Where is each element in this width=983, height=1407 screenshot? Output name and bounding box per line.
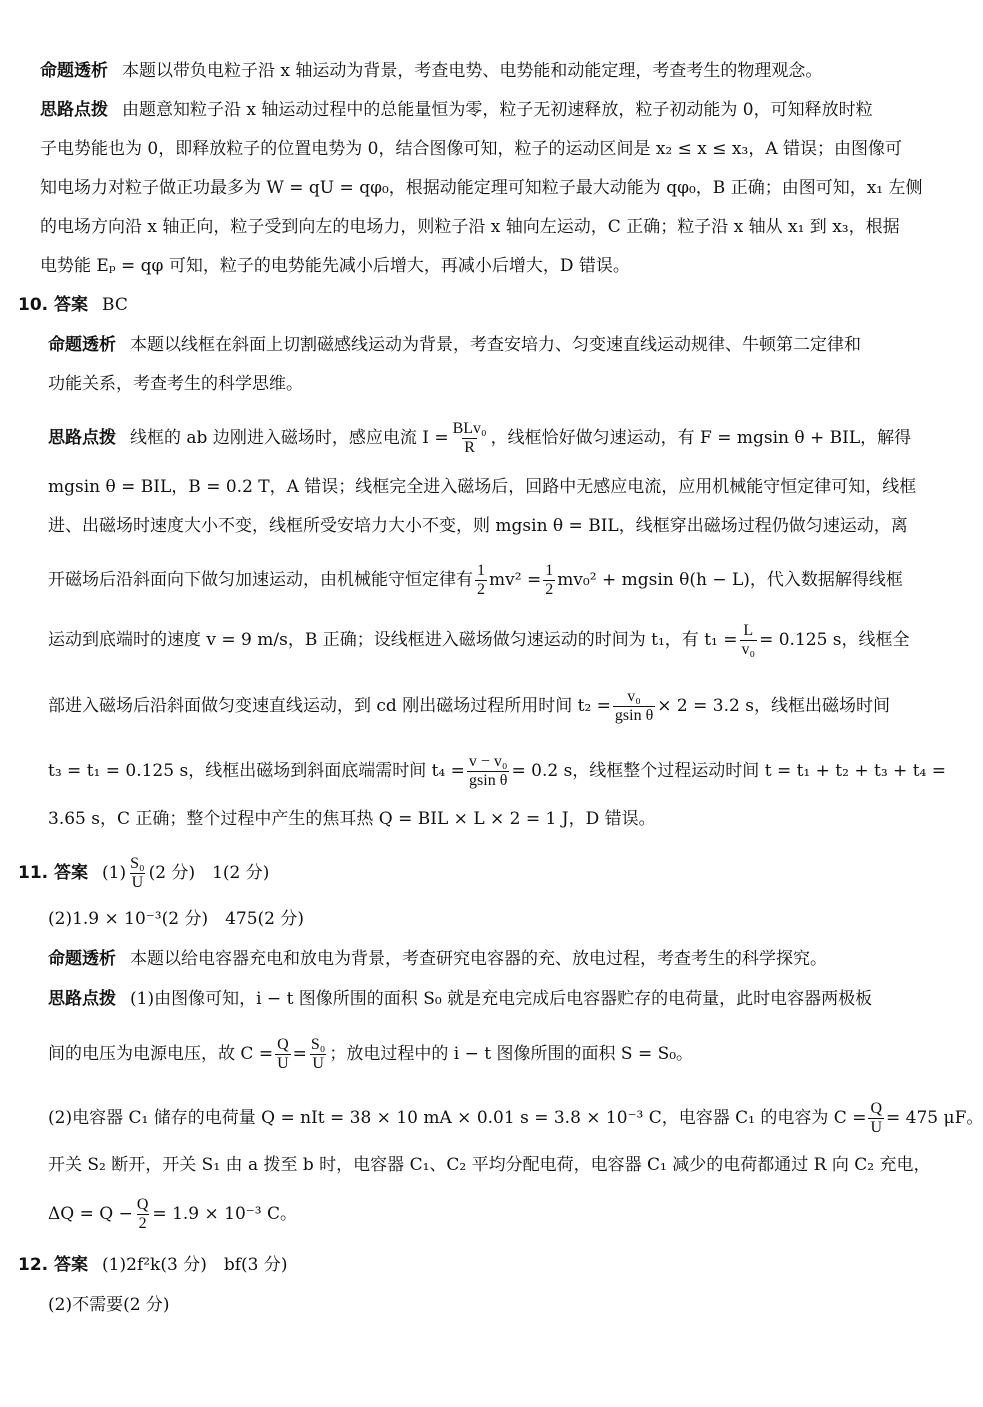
fraction-den: U bbox=[870, 1119, 883, 1136]
fraction-num: v − v₀ bbox=[468, 753, 508, 770]
q11-answer-line2: (2)1.9 × 10⁻³(2 分) 475(2 分) bbox=[48, 909, 305, 929]
q10-silu-text-a1: 线框的 ab 边刚进入磁场时，感应电流 I = bbox=[130, 428, 449, 448]
q11-text-c2: = 475 μF。 bbox=[886, 1108, 983, 1128]
q10-silu-line3: 进、出磁场时速度大小不变，线框所受安培力大小不变，则 mgsin θ = BIL，线框穿出磁场过程仍做匀速运动，离 bbox=[48, 516, 908, 536]
q12-answer-line bbox=[18, 1252, 288, 1278]
fraction-num: Q bbox=[277, 1036, 289, 1053]
q11-mingti-text: 本题以给电容器充电和放电为背景，考查研究电容器的充、放电过程，考查考生的科学探究。 bbox=[130, 949, 827, 969]
fraction-num: L bbox=[743, 622, 754, 639]
q10-text-g1: t₃ = t₁ = 0.125 s，线框出磁场到斜面底端需时间 t₄ = bbox=[48, 761, 465, 781]
q10-text-d2: mv² = bbox=[489, 570, 542, 590]
q11-answer-part2: (2 分) 1(2 分) bbox=[148, 863, 270, 883]
heading-mingti: 命题透析 bbox=[48, 949, 116, 969]
q9-silu-line3: 知电场力对粒子做正功最多为 W = qU = qφ₀，根据动能定理可知粒子最大动能为 qφ₀，B 正确；由图可知，x₁ 左侧 bbox=[40, 178, 923, 198]
q11-text-e2: = 1.9 × 10⁻³ C。 bbox=[152, 1204, 297, 1224]
fraction-den: 2 bbox=[138, 1215, 147, 1232]
q10-answer-label: 10. 答案 bbox=[18, 295, 89, 315]
q9-silu-line2: 子电势能也为 0，即释放粒子的位置电势为 0，结合图像可知，粒子的运动区间是 x₂ ≤ x ≤ x₃，A 错误；由图像可 bbox=[40, 139, 903, 159]
q10-silu-line4 bbox=[48, 562, 903, 599]
q10-silu-text-a2: ，线框恰好做匀速运动，有 F = mgsin θ + BIL，解得 bbox=[490, 428, 912, 448]
fraction-num: 1 bbox=[477, 562, 485, 579]
heading-silu: 思路点拨 bbox=[40, 100, 108, 120]
fraction-den: 2 bbox=[545, 581, 554, 598]
heading-mingti: 命题透析 bbox=[48, 335, 116, 355]
q11-silu-text-a: (1)由图像可知，i − t 图像所围的面积 S₀ 就是充电完成后电容器贮存的电荷量，此时电容器两极板 bbox=[130, 989, 873, 1009]
q12-answer-value: (1)2f²k(3 分) bf(3 分) bbox=[102, 1255, 288, 1275]
fraction-den: v₀ bbox=[741, 641, 756, 658]
fraction-den: gsin θ bbox=[469, 772, 508, 789]
fraction-num: S₀ bbox=[130, 855, 145, 872]
fraction-l-v0 bbox=[740, 622, 758, 659]
fraction-den: U bbox=[277, 1055, 289, 1072]
fraction-s0-u bbox=[128, 855, 146, 892]
q9-analysis-line bbox=[40, 58, 822, 84]
q10-mingti-line1 bbox=[48, 332, 861, 358]
q11-text-b1: 间的电压为电源电压，故 C = bbox=[48, 1044, 274, 1064]
q11-text-e1: ΔQ = Q − bbox=[48, 1204, 133, 1224]
fraction-q-u bbox=[275, 1036, 291, 1073]
q12-answer-label: 12. 答案 bbox=[18, 1255, 89, 1275]
fraction-num: Q bbox=[136, 1196, 149, 1213]
q11-text-c1: (2)电容器 C₁ 储存的电荷量 Q = nIt = 38 × 10 mA × 0.01 s = 3.8 × 10⁻³ C，电容器 C₁ 的电容为 C = bbox=[48, 1108, 867, 1128]
q11-answer-line bbox=[18, 855, 269, 892]
q10-answer-value: BC bbox=[102, 295, 128, 315]
fraction-q-u-2 bbox=[868, 1100, 884, 1137]
q9-silu-line5: 电势能 Eₚ = qφ 可知，粒子的电势能先减小后增大，再减小后增大，D 错误。 bbox=[40, 256, 630, 276]
q11-silu-line2 bbox=[48, 1036, 693, 1073]
fraction-den: U bbox=[312, 1055, 324, 1072]
fraction-den: U bbox=[131, 874, 144, 891]
q11-mingti-line bbox=[48, 946, 827, 972]
q9-silu-line4: 的电场方向沿 x 轴正向，粒子受到向左的电场力，则粒子沿 x 轴向左运动，C 正确；粒子沿 x 轴从 x₁ 到 x₃，根据 bbox=[40, 217, 900, 237]
heading-mingti: 命题透析 bbox=[40, 61, 108, 81]
q10-answer-line bbox=[18, 292, 128, 318]
q11-silu-line5 bbox=[48, 1196, 297, 1233]
fraction-v-v0-gsin bbox=[467, 753, 510, 790]
q10-text-g2: = 0.2 s，线框整个过程运动时间 t = t₁ + t₂ + t₃ + t₄ = bbox=[511, 761, 946, 781]
q11-text-b3: ；放电过程中的 i − t 图像所围的面积 S = S₀。 bbox=[329, 1044, 694, 1064]
q10-text-d3: mv₀² + mgsin θ(h − L)，代入数据解得线框 bbox=[557, 570, 903, 590]
heading-silu: 思路点拨 bbox=[48, 989, 116, 1009]
q10-silu-line6 bbox=[48, 688, 890, 725]
q11-silu-line4: 开关 S₂ 断开，开关 S₁ 由 a 拨至 b 时，电容器 C₁、C₂ 平均分配电荷，电容器 C₁ 减少的电荷都通过 R 向 C₂ 充电， bbox=[48, 1155, 931, 1175]
q10-text-e1: 运动到底端时的速度 v = 9 m/s，B 正确；设线框进入磁场做匀速运动的时间为 t₁，有 t₁ = bbox=[48, 630, 738, 650]
q10-text-f1: 部进入磁场后沿斜面做匀变速直线运动，到 cd 刚出磁场过程所用时间 t₂ = bbox=[48, 696, 611, 716]
q11-answer-part1: (1) bbox=[102, 863, 127, 883]
fraction-num: S₀ bbox=[310, 1036, 326, 1053]
q10-text-e2: = 0.125 s，线框全 bbox=[759, 630, 910, 650]
q10-silu-line1 bbox=[48, 420, 911, 457]
fraction-blv-r bbox=[451, 420, 489, 457]
q10-mingti-line2: 功能关系，考查考生的科学思维。 bbox=[48, 374, 303, 394]
fraction-den: 2 bbox=[477, 581, 485, 598]
fraction-half bbox=[475, 562, 487, 599]
q9-silu-line1 bbox=[40, 97, 873, 123]
q11-answer-label: 11. 答案 bbox=[18, 863, 89, 883]
q10-text-d1: 开磁场后沿斜面向下做匀加速运动，由机械能守恒定律有 bbox=[48, 570, 473, 590]
q10-silu-line8: 3.65 s，C 正确；整个过程中产生的焦耳热 Q = BIL × L × 2 = 1 J，D 错误。 bbox=[48, 809, 656, 829]
fraction-num: Q bbox=[870, 1100, 883, 1117]
fraction-num: v₀ bbox=[627, 688, 641, 705]
q11-silu-line1 bbox=[48, 986, 872, 1012]
fraction-s0-u-2 bbox=[309, 1036, 327, 1073]
q11-text-b2: = bbox=[292, 1044, 307, 1064]
fraction-den: gsin θ bbox=[614, 707, 654, 724]
fraction-num: 1 bbox=[545, 562, 554, 579]
q11-silu-line3 bbox=[48, 1100, 983, 1137]
q9-mingti-text: 本题以带负电粒子沿 x 轴运动为背景，考查电势、电势能和动能定理，考查考生的物理观念。 bbox=[122, 61, 823, 81]
q10-mingti-text-a: 本题以线框在斜面上切割磁感线运动为背景，考查安培力、匀变速直线运动规律、牛顿第二定律和 bbox=[130, 335, 861, 355]
q9-silu-text-a: 由题意知粒子沿 x 轴运动过程中的总能量恒为零，粒子无初速释放，粒子初动能为 0，可知释放时粒 bbox=[122, 100, 873, 120]
heading-silu: 思路点拨 bbox=[48, 428, 116, 448]
fraction-q-2 bbox=[135, 1196, 151, 1233]
fraction-num: BLv₀ bbox=[452, 420, 487, 437]
q12-answer-line2: (2)不需要(2 分) bbox=[48, 1295, 170, 1315]
q10-text-f2: × 2 = 3.2 s，线框出磁场时间 bbox=[657, 696, 890, 716]
q10-silu-line5 bbox=[48, 622, 910, 659]
q10-silu-line2: mgsin θ = BIL，B = 0.2 T，A 错误；线框完全进入磁场后，回路中无感应电流，应用机械能守恒定律可知，线框 bbox=[48, 477, 917, 497]
fraction-den: R bbox=[464, 439, 475, 456]
fraction-v0-gsin bbox=[613, 688, 655, 725]
q10-silu-line7 bbox=[48, 753, 946, 790]
fraction-half-2 bbox=[543, 562, 555, 599]
